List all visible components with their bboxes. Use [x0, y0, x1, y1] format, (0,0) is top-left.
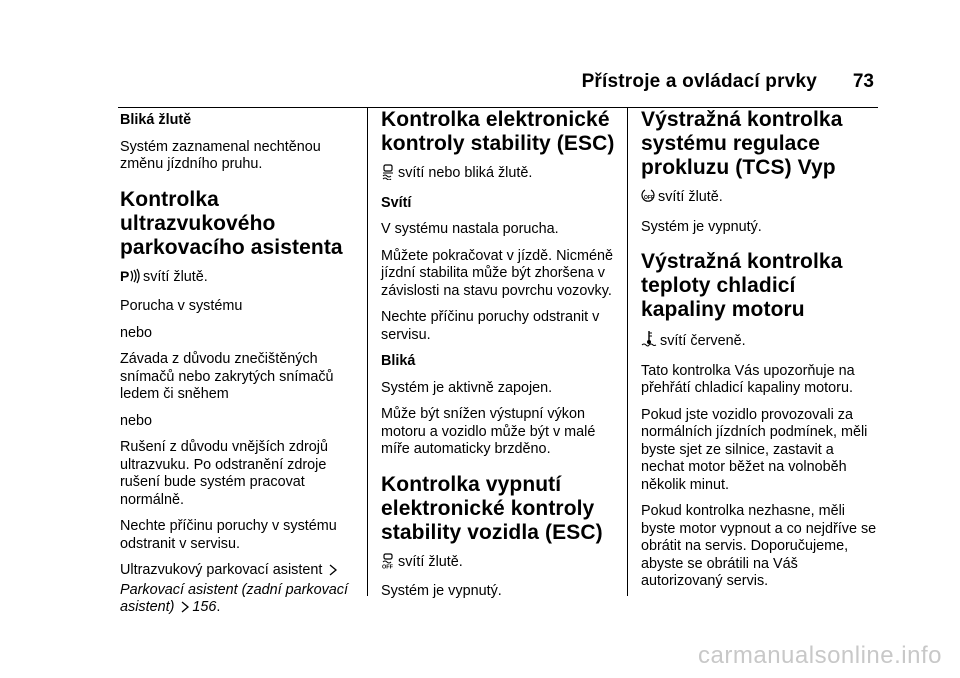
- blink-label: Bliká: [381, 353, 416, 369]
- column-divider-1: [367, 108, 368, 596]
- esc-off-status-text: svítí žlutě.: [398, 553, 463, 570]
- heading-esc: Kontrolka elektronické kontroly stability (ESC): [381, 108, 615, 155]
- interference-text: Rušení z důvodu vnějších zdrojů ultrazvuku. Po odstranění zdroje rušení bude systém pracovat normálně.: [120, 439, 328, 508]
- coolant-temperature-icon: [641, 330, 657, 354]
- esc-status-text: svítí nebo bliká žlutě.: [398, 165, 533, 181]
- heading-esc-off: Kontrolka vypnutí elektronické kontroly stability vozidla (ESC): [381, 472, 603, 544]
- esc-continue-text: Můžete pokračovat v jízdě. Nicméně jízdní stabilita může být zhoršena v závislosti na stavu povrchu vozovky.: [381, 247, 613, 299]
- esc-service-text: Nechte příčinu poruchy odstranit v servisu.: [381, 309, 600, 343]
- esc-active-text: Systém je aktivně zapojen.: [381, 379, 553, 396]
- esc-off-icon: [381, 553, 395, 575]
- lane-change-text: Systém zaznamenal nechtěnou změnu jízdního pruhu.: [120, 138, 321, 172]
- column-2: [381, 108, 617, 610]
- esc-power-text: Může být snížen výstupní výkon motoru a vozidlo může být v malé míře automaticky brzděno.: [381, 406, 596, 457]
- cross-reference-page[interactable]: 156: [192, 599, 217, 615]
- watermark: carmanualsonline.info: [698, 642, 942, 669]
- svg-text:OFF: OFF: [382, 564, 393, 569]
- lit-label: Svítí: [381, 194, 412, 211]
- parking-status-text: svítí žlutě.: [143, 268, 208, 285]
- svg-text:OFF: OFF: [644, 195, 654, 201]
- system-fault-text: Porucha v systému: [120, 298, 243, 314]
- or-text-1: nebo: [120, 324, 153, 341]
- running-title: Přístroje a ovládací prvky: [581, 71, 817, 92]
- esc-fault-text: V systému nastala porucha.: [381, 221, 559, 237]
- service-text: Nechte příčinu poruchy v systému odstranit v servisu.: [120, 518, 337, 552]
- cross-reference: [120, 562, 356, 619]
- tcs-status-text: svítí žlutě.: [658, 189, 723, 205]
- coolant-service-text: Pokud kontrolka nezhasne, měli byste motor vypnout a co nejdříve se obrátit na servis. Doporučujeme, abyste se obrátili na Váš autorizovaný servis.: [641, 503, 877, 589]
- heading-tcs: Výstražná kontrolka systému regulace prokluzu (TCS) Vyp: [641, 108, 843, 179]
- esc-off-icon-line: [381, 553, 617, 575]
- dirty-sensors-text: Závada z důvodu znečištěných snímačů nebo zakrytých snímačů ledem či sněhem: [120, 351, 334, 402]
- coolant-advice-text: Pokud jste vozidlo provozovali za normálních jízdních podmínek, měli byste sjet ze silnice, zastavit a nechat motor běžet na volnoběh několik minut.: [641, 406, 868, 493]
- parking-icon-line: [120, 268, 356, 290]
- coolant-icon-line: [641, 330, 877, 354]
- tcs-off-text: Systém je vypnutý.: [641, 218, 762, 235]
- or-text-2: nebo: [120, 412, 153, 429]
- heading-coolant: Výstražná kontrolka teploty chladicí kapaliny motoru: [641, 250, 843, 321]
- coolant-status-text: svítí červeně.: [660, 333, 746, 349]
- parking-assist-icon: [120, 268, 140, 290]
- reference-arrow-icon-2: [180, 601, 190, 619]
- tcs-off-icon: [641, 188, 655, 210]
- coolant-warning-text: Tato kontrolka Vás upozorňuje na přehřátí chladicí kapaliny motoru.: [641, 362, 855, 396]
- page-number: 73: [852, 71, 874, 92]
- heading-parking-assist: Kontrolka ultrazvukového parkovacího asistenta: [120, 187, 343, 259]
- tcs-icon-line: [641, 188, 877, 210]
- reference-arrow-icon: [328, 564, 338, 582]
- cross-reference-lead: Ultrazvukový parkovací asistent: [120, 562, 323, 578]
- column-divider-2: [627, 108, 628, 596]
- esc-icon-line: [381, 164, 617, 186]
- column-1: [120, 112, 356, 628]
- cross-reference-link[interactable]: Parkovací asistent (zadní parkovací asistent): [120, 581, 348, 615]
- column-3: [641, 108, 877, 600]
- blink-yellow-label: Bliká žlutě: [120, 112, 192, 128]
- svg-text:P: P: [120, 267, 130, 284]
- cross-reference-end: .: [216, 599, 221, 615]
- esc-skid-icon: [381, 164, 395, 186]
- esc-off-text: Systém je vypnutý.: [381, 583, 502, 599]
